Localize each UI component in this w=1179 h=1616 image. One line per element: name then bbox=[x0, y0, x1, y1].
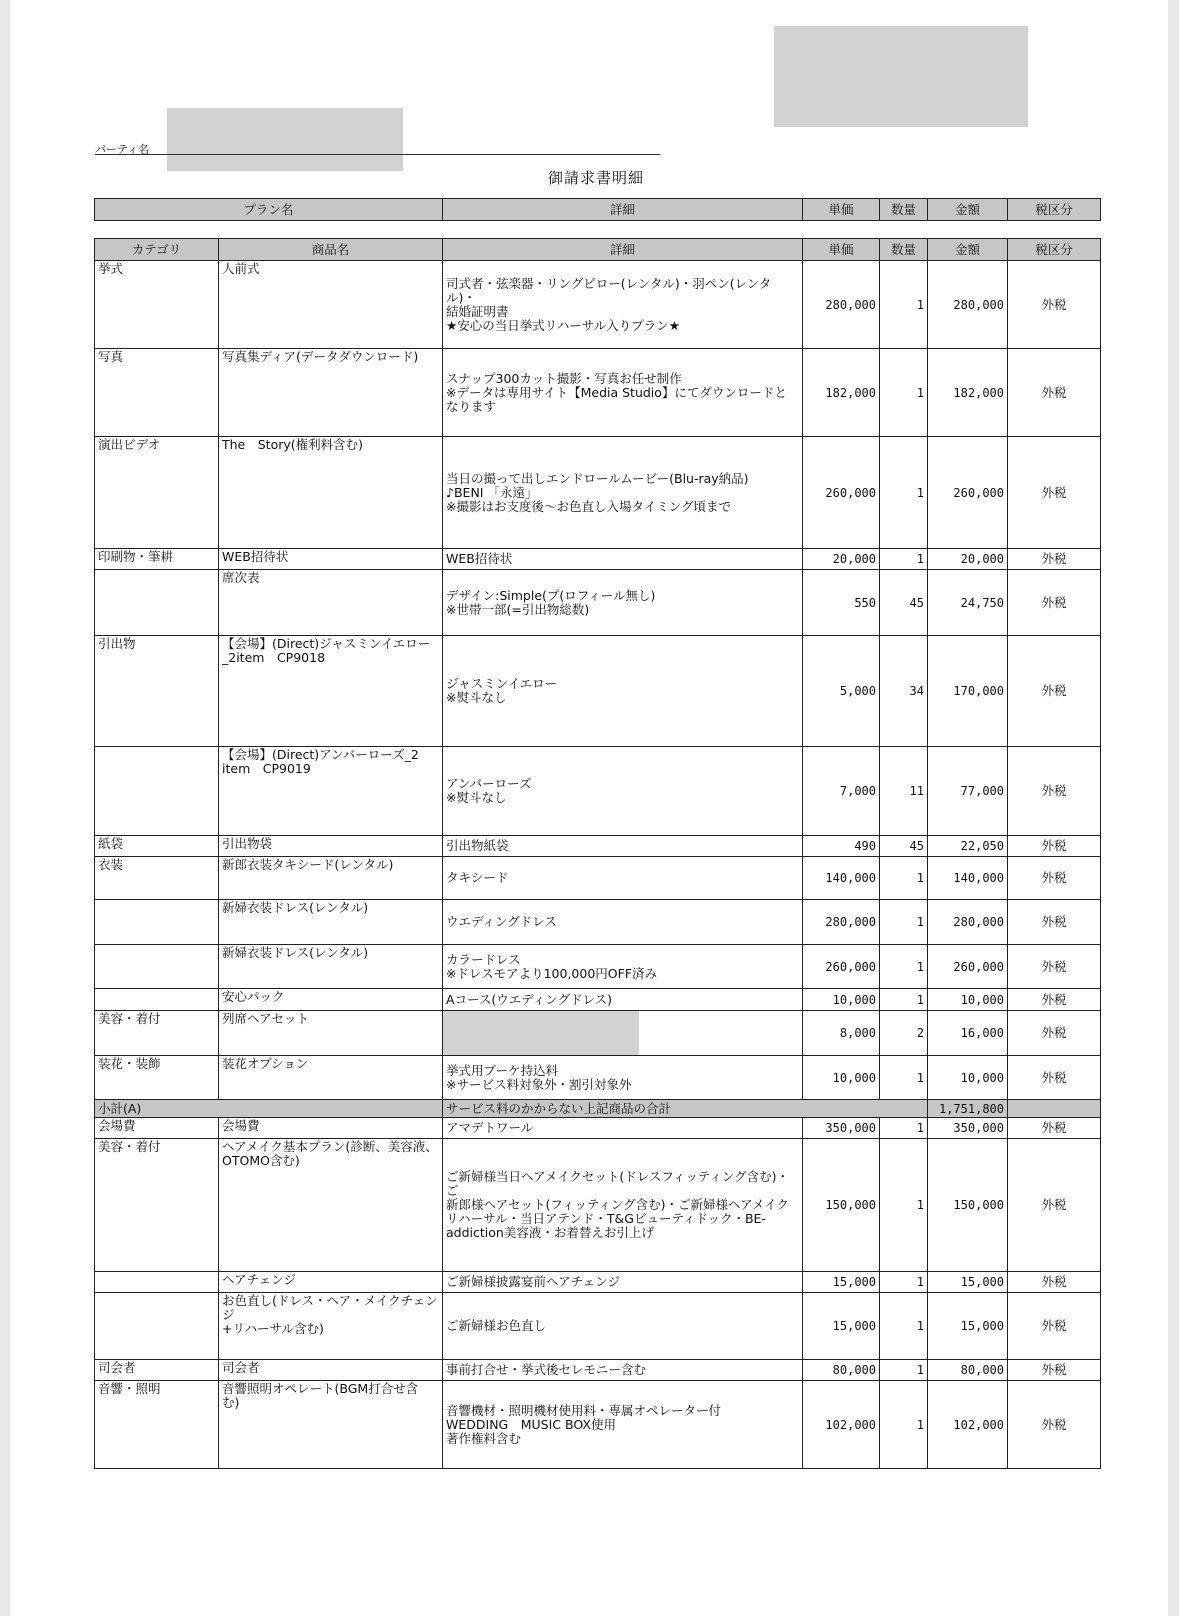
table-row bbox=[95, 1293, 1101, 1360]
row-amount: 22,050 bbox=[928, 836, 1008, 857]
table-row bbox=[95, 349, 1101, 437]
row-tax-type: 外税 bbox=[1008, 349, 1101, 437]
row-quantity: 45 bbox=[880, 836, 928, 857]
subtotal-spacer bbox=[219, 1100, 443, 1118]
row-detail: 音響機材・照明機材使用料・専属オペレーター付 WEDDING MUSIC BOX使用 著作権料含む bbox=[443, 1381, 803, 1469]
row-tax-type: 外税 bbox=[1008, 636, 1101, 747]
row-unit-price: 7,000 bbox=[803, 747, 880, 836]
row-quantity: 1 bbox=[880, 349, 928, 437]
row-product-name: 会場費 bbox=[219, 1118, 443, 1139]
table-row bbox=[95, 1118, 1101, 1139]
plan-tax-header: 税区分 bbox=[1008, 199, 1101, 221]
row-amount: 350,000 bbox=[928, 1118, 1008, 1139]
row-tax-type: 外税 bbox=[1008, 549, 1101, 570]
page-title: 御請求書明細 bbox=[548, 169, 645, 187]
row-unit-price: 80,000 bbox=[803, 1360, 880, 1381]
row-tax-type: 外税 bbox=[1008, 1293, 1101, 1360]
row-amount: 280,000 bbox=[928, 900, 1008, 945]
row-unit-price: 182,000 bbox=[803, 349, 880, 437]
row-detail: アンバーローズ ※熨斗なし bbox=[443, 747, 803, 836]
row-category: 美容・着付 bbox=[95, 1011, 219, 1056]
row-unit-price: 490 bbox=[803, 836, 880, 857]
row-detail: ご新婦様披露宴前ヘアチェンジ bbox=[443, 1272, 803, 1293]
row-product-name: 装花オプション bbox=[219, 1056, 443, 1100]
row-product-name: ヘアメイク基本プラン(診断、美容液、 OTOMO含む) bbox=[219, 1139, 443, 1272]
row-product-name: お色直し(ドレス・ヘア・メイクチェンジ +リハーサル含む) bbox=[219, 1293, 443, 1360]
table-row bbox=[95, 1056, 1101, 1100]
row-product-name: 人前式 bbox=[219, 261, 443, 349]
row-category bbox=[95, 989, 219, 1011]
row-category: 挙式 bbox=[95, 261, 219, 349]
row-product-name: 写真集ディア(データダウンロード) bbox=[219, 349, 443, 437]
table-row bbox=[95, 1011, 1101, 1056]
row-amount: 24,750 bbox=[928, 570, 1008, 636]
row-category: 演出ビデオ bbox=[95, 437, 219, 549]
row-amount: 80,000 bbox=[928, 1360, 1008, 1381]
qty-header: 数量 bbox=[880, 239, 928, 261]
row-product-name: 新婦衣装ドレス(レンタル) bbox=[219, 900, 443, 945]
row-product-name: 音響照明オペレート(BGM打合せ含 む) bbox=[219, 1381, 443, 1469]
row-detail: 当日の撮って出しエンドロールムービー(Blu-ray納品) ♪BENI 「永遠」 ※撮影はお支度後～お色直し入場タイミング頃まで bbox=[443, 437, 803, 549]
row-tax-type: 外税 bbox=[1008, 747, 1101, 836]
row-tax-type: 外税 bbox=[1008, 1118, 1101, 1139]
row-category bbox=[95, 900, 219, 945]
row-product-name: 司会者 bbox=[219, 1360, 443, 1381]
row-tax-type: 外税 bbox=[1008, 836, 1101, 857]
table-row bbox=[95, 549, 1101, 570]
row-quantity: 11 bbox=[880, 747, 928, 836]
plan-amount-header: 金額 bbox=[928, 199, 1008, 221]
table-row bbox=[95, 836, 1101, 857]
subtotal-row bbox=[95, 1100, 1101, 1118]
row-product-name: 列席ヘアセット bbox=[219, 1011, 443, 1056]
row-product-name: 【会場】(Direct)アンバーローズ_2 item CP9019 bbox=[219, 747, 443, 836]
row-unit-price: 10,000 bbox=[803, 989, 880, 1011]
row-quantity: 1 bbox=[880, 1139, 928, 1272]
table-row bbox=[95, 570, 1101, 636]
row-quantity: 1 bbox=[880, 437, 928, 549]
detail-header: 詳細 bbox=[443, 239, 803, 261]
row-tax-type: 外税 bbox=[1008, 1360, 1101, 1381]
row-detail: ウエディングドレス bbox=[443, 900, 803, 945]
row-category bbox=[95, 747, 219, 836]
row-tax-type: 外税 bbox=[1008, 1272, 1101, 1293]
table-row bbox=[95, 1360, 1101, 1381]
table-row bbox=[95, 636, 1101, 747]
subtotal-tax-blank bbox=[1008, 1100, 1101, 1118]
row-unit-price: 280,000 bbox=[803, 261, 880, 349]
subtotal-amount: 1,751,800 bbox=[928, 1100, 1008, 1118]
row-detail: タキシード bbox=[443, 857, 803, 900]
row-detail: 事前打合せ・挙式後セレモニー含む bbox=[443, 1360, 803, 1381]
row-product-name: 新郎衣装タキシード(レンタル) bbox=[219, 857, 443, 900]
row-detail: ジャスミンイエロー ※熨斗なし bbox=[443, 636, 803, 747]
row-detail: 挙式用ブーケ持込料 ※サービス料対象外・割引対象外 bbox=[443, 1056, 803, 1100]
plan-header-table bbox=[94, 198, 1101, 221]
row-amount: 150,000 bbox=[928, 1139, 1008, 1272]
row-category bbox=[95, 1272, 219, 1293]
table-row bbox=[95, 857, 1101, 900]
row-category: 会場費 bbox=[95, 1118, 219, 1139]
row-unit-price: 102,000 bbox=[803, 1381, 880, 1469]
row-tax-type: 外税 bbox=[1008, 945, 1101, 989]
row-quantity: 1 bbox=[880, 1272, 928, 1293]
row-unit-price: 260,000 bbox=[803, 437, 880, 549]
plan-detail-header: 詳細 bbox=[443, 199, 803, 221]
plan-qty-header: 数量 bbox=[880, 199, 928, 221]
row-unit-price: 150,000 bbox=[803, 1139, 880, 1272]
row-quantity: 1 bbox=[880, 1360, 928, 1381]
redacted-stamp-area bbox=[774, 26, 1028, 127]
row-quantity: 1 bbox=[880, 549, 928, 570]
table-row bbox=[95, 900, 1101, 945]
tax-header: 税区分 bbox=[1008, 239, 1101, 261]
row-detail: 司式者・弦楽器・リングピロー(レンタル)・羽ペン(レンタル)・ 結婚証明書 ★安心の当日挙式リハーサル入りプラン★ bbox=[443, 261, 803, 349]
row-detail: Aコース(ウエディングドレス) bbox=[443, 989, 803, 1011]
row-quantity: 1 bbox=[880, 945, 928, 989]
row-detail: アマデトワール bbox=[443, 1118, 803, 1139]
price-header: 単価 bbox=[803, 239, 880, 261]
row-category: 美容・着付 bbox=[95, 1139, 219, 1272]
row-amount: 20,000 bbox=[928, 549, 1008, 570]
row-tax-type: 外税 bbox=[1008, 1381, 1101, 1469]
row-tax-type: 外税 bbox=[1008, 989, 1101, 1011]
row-unit-price: 10,000 bbox=[803, 1056, 880, 1100]
plan-name-header: プラン名 bbox=[95, 199, 443, 221]
row-amount: 260,000 bbox=[928, 945, 1008, 989]
row-detail: ご新婦様当日ヘアメイクセット(ドレスフィッティング含む)・ご 新郎様ヘアセット(フィッティング含む)・ご新婦様ヘアメイク リハーサル・当日アテンド・T&Gビューティドック・BE- addiction美容液・お着替えお引上げ bbox=[443, 1139, 803, 1272]
row-quantity: 1 bbox=[880, 1381, 928, 1469]
row-detail: ご新婦様お色直し bbox=[443, 1293, 803, 1360]
subtotal-label: 小計(A) bbox=[95, 1100, 219, 1118]
table-row bbox=[95, 945, 1101, 989]
row-quantity: 34 bbox=[880, 636, 928, 747]
table-row bbox=[95, 747, 1101, 836]
row-tax-type: 外税 bbox=[1008, 900, 1101, 945]
amount-header: 金額 bbox=[928, 239, 1008, 261]
table-row bbox=[95, 261, 1101, 349]
row-category bbox=[95, 945, 219, 989]
row-category: 装花・装飾 bbox=[95, 1056, 219, 1100]
row-unit-price: 15,000 bbox=[803, 1272, 880, 1293]
table-row bbox=[95, 989, 1101, 1011]
row-category: 紙袋 bbox=[95, 836, 219, 857]
row-amount: 280,000 bbox=[928, 261, 1008, 349]
redacted-party-name bbox=[167, 108, 403, 171]
row-amount: 15,000 bbox=[928, 1272, 1008, 1293]
row-quantity: 1 bbox=[880, 261, 928, 349]
row-unit-price: 5,000 bbox=[803, 636, 880, 747]
table-row bbox=[95, 1139, 1101, 1272]
row-amount: 77,000 bbox=[928, 747, 1008, 836]
row-quantity: 1 bbox=[880, 989, 928, 1011]
row-product-name: 【会場】(Direct)ジャスミンイエロー _2item CP9018 bbox=[219, 636, 443, 747]
row-product-name: 安心パック bbox=[219, 989, 443, 1011]
row-quantity: 1 bbox=[880, 857, 928, 900]
row-unit-price: 280,000 bbox=[803, 900, 880, 945]
row-amount: 260,000 bbox=[928, 437, 1008, 549]
row-amount: 170,000 bbox=[928, 636, 1008, 747]
row-amount: 15,000 bbox=[928, 1293, 1008, 1360]
row-tax-type: 外税 bbox=[1008, 1056, 1101, 1100]
row-tax-type: 外税 bbox=[1008, 857, 1101, 900]
row-unit-price: 350,000 bbox=[803, 1118, 880, 1139]
row-unit-price: 20,000 bbox=[803, 549, 880, 570]
row-quantity: 1 bbox=[880, 1056, 928, 1100]
row-detail: カラードレス ※ドレスモアより100,000円OFF済み bbox=[443, 945, 803, 989]
row-unit-price: 8,000 bbox=[803, 1011, 880, 1056]
row-detail: デザイン:Simple(プ(ロフィール無し) ※世帯一部(=引出物総数) bbox=[443, 570, 803, 636]
row-category: 写真 bbox=[95, 349, 219, 437]
row-tax-type: 外税 bbox=[1008, 261, 1101, 349]
row-category: 印刷物・筆耕 bbox=[95, 549, 219, 570]
row-detail bbox=[443, 1011, 803, 1056]
row-product-name: 新婦衣装ドレス(レンタル) bbox=[219, 945, 443, 989]
row-unit-price: 260,000 bbox=[803, 945, 880, 989]
row-quantity: 1 bbox=[880, 900, 928, 945]
row-quantity: 1 bbox=[880, 1293, 928, 1360]
party-name-underline bbox=[95, 154, 660, 155]
row-unit-price: 140,000 bbox=[803, 857, 880, 900]
row-product-name: WEB招待状 bbox=[219, 549, 443, 570]
row-category: 引出物 bbox=[95, 636, 219, 747]
product-header: 商品名 bbox=[219, 239, 443, 261]
row-amount: 182,000 bbox=[928, 349, 1008, 437]
items-table bbox=[94, 238, 1101, 1469]
row-product-name: 席次表 bbox=[219, 570, 443, 636]
subtotal-detail: サービス料のかからない上記商品の合計 bbox=[443, 1100, 928, 1118]
table-row bbox=[95, 437, 1101, 549]
row-product-name: ヘアチェンジ bbox=[219, 1272, 443, 1293]
row-amount: 102,000 bbox=[928, 1381, 1008, 1469]
row-category: 司会者 bbox=[95, 1360, 219, 1381]
row-amount: 10,000 bbox=[928, 1056, 1008, 1100]
row-unit-price: 15,000 bbox=[803, 1293, 880, 1360]
invoice-sheet bbox=[10, 0, 1168, 1616]
row-detail: WEB招待状 bbox=[443, 549, 803, 570]
row-amount: 10,000 bbox=[928, 989, 1008, 1011]
party-name-label: パーティ名 bbox=[95, 143, 150, 156]
table-row bbox=[95, 1381, 1101, 1469]
row-amount: 16,000 bbox=[928, 1011, 1008, 1056]
row-quantity: 2 bbox=[880, 1011, 928, 1056]
row-tax-type: 外税 bbox=[1008, 437, 1101, 549]
row-category bbox=[95, 1293, 219, 1360]
row-quantity: 45 bbox=[880, 570, 928, 636]
plan-price-header: 単価 bbox=[803, 199, 880, 221]
row-amount: 140,000 bbox=[928, 857, 1008, 900]
table-row bbox=[95, 1272, 1101, 1293]
row-detail: 引出物紙袋 bbox=[443, 836, 803, 857]
row-product-name: The Story(権利料含む) bbox=[219, 437, 443, 549]
redacted-detail bbox=[443, 1011, 640, 1056]
row-tax-type: 外税 bbox=[1008, 1139, 1101, 1272]
row-tax-type: 外税 bbox=[1008, 570, 1101, 636]
row-category bbox=[95, 570, 219, 636]
row-tax-type: 外税 bbox=[1008, 1011, 1101, 1056]
category-header: カテゴリ bbox=[95, 239, 219, 261]
row-quantity: 1 bbox=[880, 1118, 928, 1139]
row-detail: スナップ300カット撮影・写真お任せ制作 ※データは専用サイト【Media Studio】にてダウンロードと なります bbox=[443, 349, 803, 437]
row-category: 衣装 bbox=[95, 857, 219, 900]
row-product-name: 引出物袋 bbox=[219, 836, 443, 857]
row-unit-price: 550 bbox=[803, 570, 880, 636]
row-category: 音響・照明 bbox=[95, 1381, 219, 1469]
